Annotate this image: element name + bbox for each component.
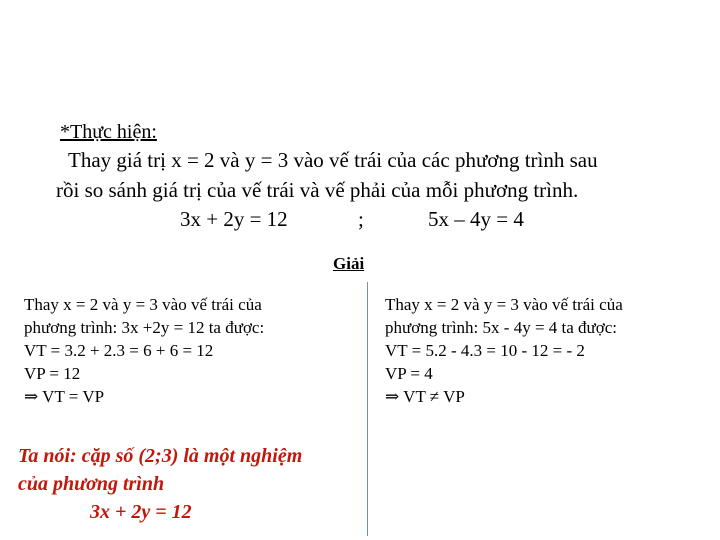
solution-right-line: VT = 5.2 - 4.3 = 10 - 12 = - 2 <box>385 341 585 360</box>
solution-right-column <box>385 293 623 408</box>
equation-2: 5x – 4y = 4 <box>428 207 524 231</box>
equation-separator: ; <box>358 207 364 231</box>
equation-1: 3x + 2y = 12 <box>180 207 288 231</box>
solution-left-line: phương trình: 3x +2y = 12 ta được: <box>24 318 265 337</box>
solution-left-line: Thay x = 2 và y = 3 vào vế trái của <box>24 295 262 314</box>
solution-title: Giải <box>333 254 365 273</box>
solution-right-line: phương trình: 5x - 4y = 4 ta được: <box>385 318 618 337</box>
conclusion-line-2: của phương trình <box>18 473 165 495</box>
conclusion-line-1: Ta nói: cặp số (2;3) là một nghiệm <box>18 445 303 467</box>
solution-right-line: ⇒ VT ≠ VP <box>385 387 465 406</box>
column-divider <box>367 282 368 536</box>
solution-left-line: VP = 12 <box>24 364 81 383</box>
instruction-line-2: rồi so sánh giá trị của vế trái và vế phải của mỗi phương trình. <box>56 178 579 202</box>
solution-left-line: ⇒ VT = VP <box>24 387 105 406</box>
section-heading: *Thực hiện: <box>60 121 157 143</box>
conclusion <box>18 442 302 526</box>
solution-right-line: Thay x = 2 và y = 3 vào vế trái của <box>385 295 623 314</box>
solution-left-line: VT = 3.2 + 2.3 = 6 + 6 = 12 <box>24 341 214 360</box>
solution-right-line: VP = 4 <box>385 364 433 383</box>
instruction-line-1: Thay giá trị x = 2 và y = 3 vào vế trái của các phương trình sau <box>68 148 598 172</box>
solution-left-column <box>24 293 264 408</box>
conclusion-equation: 3x + 2y = 12 <box>90 501 192 523</box>
